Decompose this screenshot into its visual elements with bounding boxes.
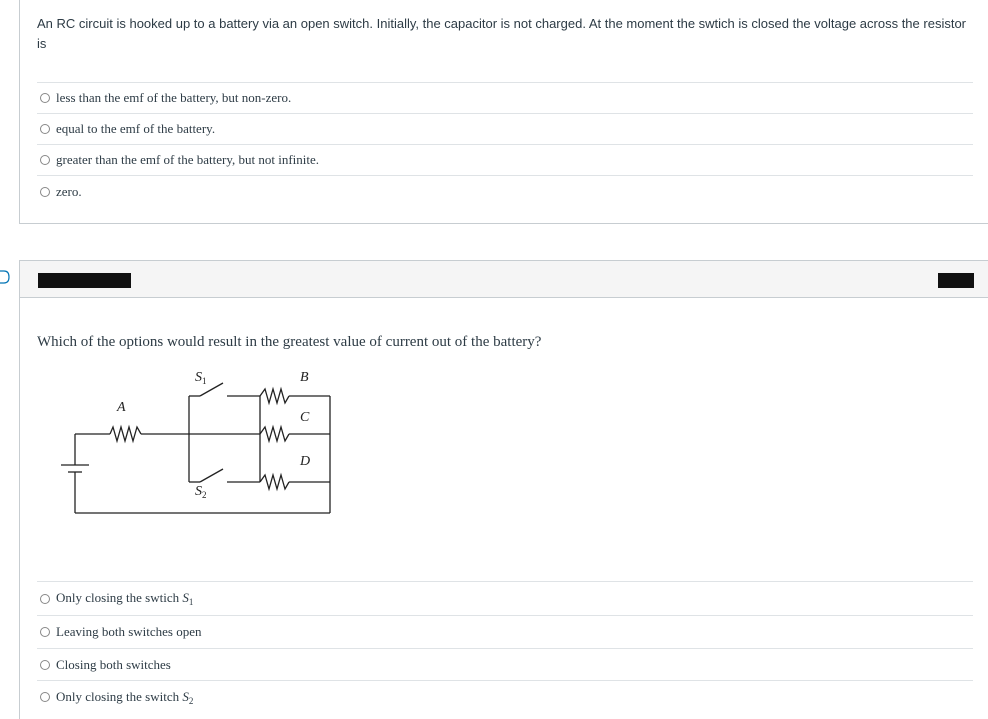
radio-button[interactable]: [40, 692, 50, 702]
label-c: C: [300, 410, 310, 425]
question-2-panel: [19, 260, 988, 719]
label-s2: $S_2$: [195, 484, 207, 500]
question-2-answers: [37, 581, 973, 713]
label-a: A: [117, 400, 126, 415]
redacted-points: [938, 273, 974, 288]
question-1-answers: [37, 82, 973, 207]
answer-label: equal to the emf of the battery.: [56, 121, 216, 136]
question-1-prompt: An RC circuit is hooked up to a battery via an open switch. Initially, the capacitor is not charged. At the moment the swtich is closed the voltage across the resistor is: [37, 16, 966, 51]
answer-option[interactable]: [37, 680, 973, 713]
question-flag-icon[interactable]: [0, 270, 10, 284]
answer-label: greater than the emf of the battery, but not infinite.: [56, 152, 320, 167]
redacted-question-title: [38, 273, 131, 288]
answer-option[interactable]: [37, 82, 973, 113]
answer-label: Leaving both switches open: [56, 624, 202, 639]
answer-option[interactable]: [37, 175, 973, 207]
question-2-header: [20, 260, 988, 298]
answer-label: zero.: [56, 183, 82, 199]
answer-option[interactable]: [37, 113, 973, 144]
question-2-prompt: Which of the options would result in the greatest value of current out of the battery?: [37, 334, 542, 350]
radio-button[interactable]: [40, 660, 50, 670]
radio-button[interactable]: [40, 187, 50, 197]
answer-option[interactable]: [37, 144, 973, 175]
label-d: D: [300, 454, 311, 469]
radio-button[interactable]: [40, 93, 50, 103]
answer-option[interactable]: [37, 615, 973, 648]
question-1-panel: [19, 0, 988, 224]
answer-label: Only closing the swtich $S_1$: [56, 590, 194, 607]
circuit-diagram: [55, 365, 335, 517]
radio-button[interactable]: [40, 594, 50, 604]
answer-option[interactable]: [37, 648, 973, 680]
radio-button[interactable]: [40, 124, 50, 134]
answer-label: Closing both switches: [56, 656, 171, 672]
label-s1: $S_1$: [195, 370, 207, 386]
answer-label: Only closing the switch $S_2$: [56, 688, 194, 706]
answer-option[interactable]: [37, 581, 973, 615]
radio-button[interactable]: [40, 627, 50, 637]
radio-button[interactable]: [40, 155, 50, 165]
label-b: B: [300, 370, 309, 385]
answer-label: less than the emf of the battery, but non-zero.: [56, 90, 292, 105]
